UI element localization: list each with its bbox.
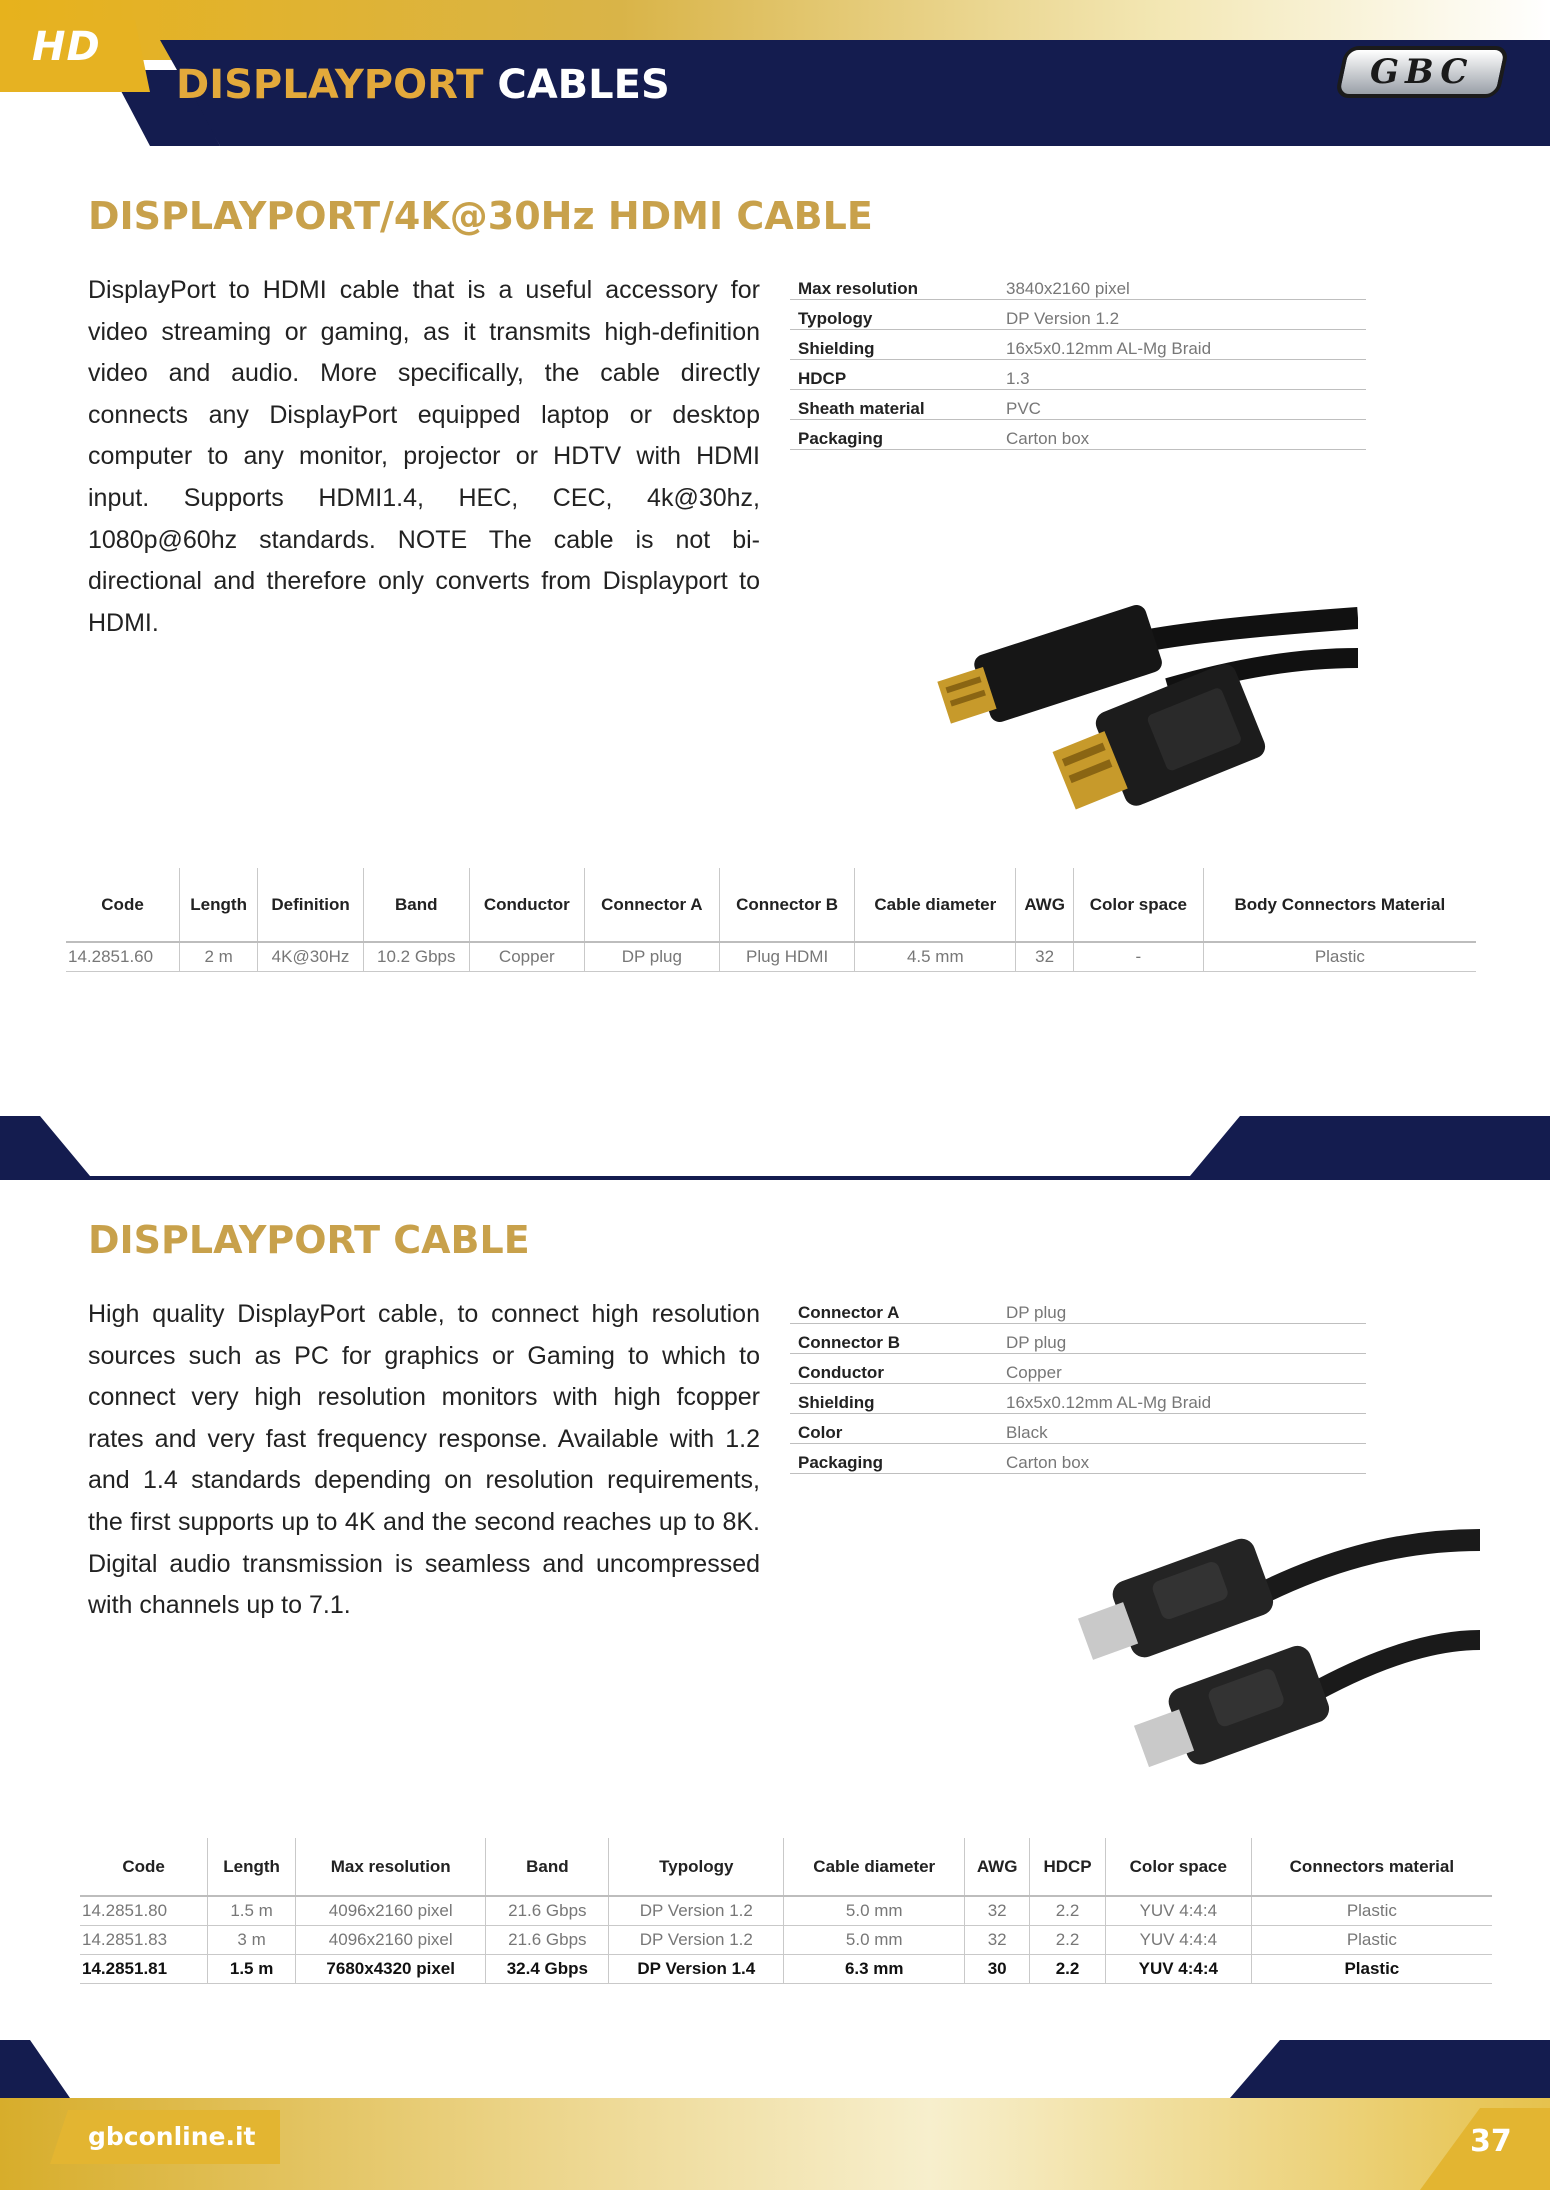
page-number: 37 (1470, 2124, 1512, 2159)
spec-key: Typology (790, 300, 1006, 330)
spec-row (790, 1294, 1366, 1324)
table-cell: 1.5 m (208, 1955, 296, 1984)
table-header-cell: AWG (1016, 868, 1074, 942)
table-header-cell: Code (66, 868, 180, 942)
table-cell: 21.6 Gbps (486, 1896, 609, 1926)
section1-title: DISPLAYPORT/4K@30Hz HDMI CABLE (88, 194, 873, 238)
hdmi-dp-cable-photo (918, 548, 1358, 848)
section2-spec-table (790, 1294, 1366, 1474)
page-title-white: CABLES (497, 62, 670, 108)
table-cell: 21.6 Gbps (486, 1926, 609, 1955)
spec-row (790, 420, 1366, 450)
table-cell: DP Version 1.2 (609, 1926, 784, 1955)
table-cell: 32 (1016, 942, 1074, 972)
table-cell: Plastic (1251, 1896, 1492, 1926)
table-cell: Plastic (1251, 1955, 1492, 1984)
spec-value: Copper (1006, 1354, 1366, 1384)
table-cell: 4K@30Hz (258, 942, 364, 972)
spec-row (790, 1444, 1366, 1474)
table-row (80, 1926, 1492, 1955)
spec-key: Connector A (790, 1294, 1006, 1324)
table-header-cell: Band (486, 1838, 609, 1896)
spec-key: Max resolution (790, 270, 1006, 300)
table-header-cell: Color space (1105, 1838, 1251, 1896)
table-header-cell: HDCP (1030, 1838, 1106, 1896)
table-header-cell: Max resolution (296, 1838, 486, 1896)
table-cell: 5.0 mm (784, 1926, 965, 1955)
spec-key: HDCP (790, 360, 1006, 390)
spec-key: Conductor (790, 1354, 1006, 1384)
table-cell: YUV 4:4:4 (1105, 1926, 1251, 1955)
table-header-cell: Connector A (584, 868, 719, 942)
table-header-cell: Code (80, 1838, 208, 1896)
table-cell: YUV 4:4:4 (1105, 1955, 1251, 1984)
table-cell: 14.2851.81 (80, 1955, 208, 1984)
table-header-cell: Conductor (469, 868, 584, 942)
spec-row (790, 1414, 1366, 1444)
table-header-cell: Definition (258, 868, 364, 942)
table-header-cell: Connector B (719, 868, 855, 942)
table-row (80, 1955, 1492, 1984)
spec-key: Packaging (790, 1444, 1006, 1474)
spec-value: Black (1006, 1414, 1366, 1444)
table-cell: Plug HDMI (719, 942, 855, 972)
spec-value: 1.3 (1006, 360, 1366, 390)
spec-row (790, 1324, 1366, 1354)
bottom-divider-band (0, 2040, 1550, 2100)
spec-value: DP Version 1.2 (1006, 300, 1366, 330)
spec-value: Carton box (1006, 420, 1366, 450)
middle-divider-band (0, 1116, 1550, 1188)
spec-key: Connector B (790, 1324, 1006, 1354)
spec-row (790, 270, 1366, 300)
table-cell: Plastic (1251, 1926, 1492, 1955)
displayport-cable-photo (1040, 1500, 1480, 1820)
section2-product-table (80, 1838, 1492, 1984)
spec-value: DP plug (1006, 1294, 1366, 1324)
table-cell: 14.2851.80 (80, 1896, 208, 1926)
spec-key: Sheath material (790, 390, 1006, 420)
table-header-cell: AWG (965, 1838, 1030, 1896)
table-cell: DP Version 1.2 (609, 1896, 784, 1926)
spec-key: Shielding (790, 330, 1006, 360)
spec-key: Packaging (790, 420, 1006, 450)
table-cell: 4.5 mm (855, 942, 1016, 972)
table-cell: 4096x2160 pixel (296, 1926, 486, 1955)
gbc-logo (1334, 46, 1509, 98)
spec-row (790, 360, 1366, 390)
table-header-cell: Typology (609, 1838, 784, 1896)
section1-product-table (66, 868, 1476, 972)
footer-url[interactable]: gbconline.it (88, 2122, 256, 2151)
table-cell: 1.5 m (208, 1896, 296, 1926)
table-cell: 4096x2160 pixel (296, 1896, 486, 1926)
table-header-cell: Length (180, 868, 258, 942)
spec-value: DP plug (1006, 1324, 1366, 1354)
table-header-cell: Band (363, 868, 469, 942)
table-cell: 7680x4320 pixel (296, 1955, 486, 1984)
spec-row (790, 330, 1366, 360)
spec-value: 16x5x0.12mm AL-Mg Braid (1006, 330, 1366, 360)
table-cell: 3 m (208, 1926, 296, 1955)
table-cell: 6.3 mm (784, 1955, 965, 1984)
table-cell: Plastic (1203, 942, 1476, 972)
table-header-cell: Cable diameter (855, 868, 1016, 942)
spec-row (790, 300, 1366, 330)
table-cell: 14.2851.60 (66, 942, 180, 972)
spec-key: Shielding (790, 1384, 1006, 1414)
table-cell: 2.2 (1030, 1896, 1106, 1926)
table-cell: DP Version 1.4 (609, 1955, 784, 1984)
table-header-cell: Body Connectors Material (1203, 868, 1476, 942)
spec-value: PVC (1006, 390, 1366, 420)
spec-value: 16x5x0.12mm AL-Mg Braid (1006, 1384, 1366, 1414)
table-cell: Copper (469, 942, 584, 972)
hd-badge-text: HD (32, 24, 101, 70)
table-cell: 2.2 (1030, 1955, 1106, 1984)
page-title (176, 62, 670, 108)
table-row (80, 1896, 1492, 1926)
gbc-logo-text: GBC (1370, 52, 1474, 92)
section2-title: DISPLAYPORT CABLE (88, 1218, 530, 1262)
page-title-gold: DISPLAYPORT (176, 62, 484, 108)
table-header-cell: Length (208, 1838, 296, 1896)
table-cell: 5.0 mm (784, 1896, 965, 1926)
table-cell: 32 (965, 1896, 1030, 1926)
table-cell: 10.2 Gbps (363, 942, 469, 972)
section2-description: High quality DisplayPort cable, to connect high resolution sources such as PC for graphics or Gaming to which to connect very high resolution monitors with high fcopper rates and very fast frequency response. Available with 1.2 and 1.4 standards depending on resolution requirements, the first supports up to 4K and the second reaches up to 8K. Digital audio transmission is seamless and uncompressed with channels up to 7.1. (88, 1300, 760, 1620)
spec-value: 3840x2160 pixel (1006, 270, 1366, 300)
table-row (66, 942, 1476, 972)
spec-row (790, 1354, 1366, 1384)
section1-description: DisplayPort to HDMI cable that is a useful accessory for video streaming or gaming, as it transmits high-definition video and audio. More specifically, the cable directly connects any DisplayPort equipped laptop or desktop computer to any monitor, projector or HDTV with HDMI input. Supports HDMI1.4, HEC, CEC, 4k@30hz, 1080p@60hz standards. NOTE The cable is not bi-directional and therefore only converts from Displayport to HDMI. (88, 276, 760, 637)
table-header-cell: Color space (1074, 868, 1204, 942)
table-cell: DP plug (584, 942, 719, 972)
table-cell: 30 (965, 1955, 1030, 1984)
table-cell: 2 m (180, 942, 258, 972)
table-cell: YUV 4:4:4 (1105, 1896, 1251, 1926)
spec-row (790, 390, 1366, 420)
table-header-cell: Connectors material (1251, 1838, 1492, 1896)
spec-value: Carton box (1006, 1444, 1366, 1474)
table-cell: 32 (965, 1926, 1030, 1955)
table-cell: 2.2 (1030, 1926, 1106, 1955)
table-cell: 32.4 Gbps (486, 1955, 609, 1984)
table-cell: - (1074, 942, 1204, 972)
table-header-cell: Cable diameter (784, 1838, 965, 1896)
table-cell: 14.2851.83 (80, 1926, 208, 1955)
section1-spec-table (790, 270, 1366, 450)
spec-key: Color (790, 1414, 1006, 1444)
spec-row (790, 1384, 1366, 1414)
